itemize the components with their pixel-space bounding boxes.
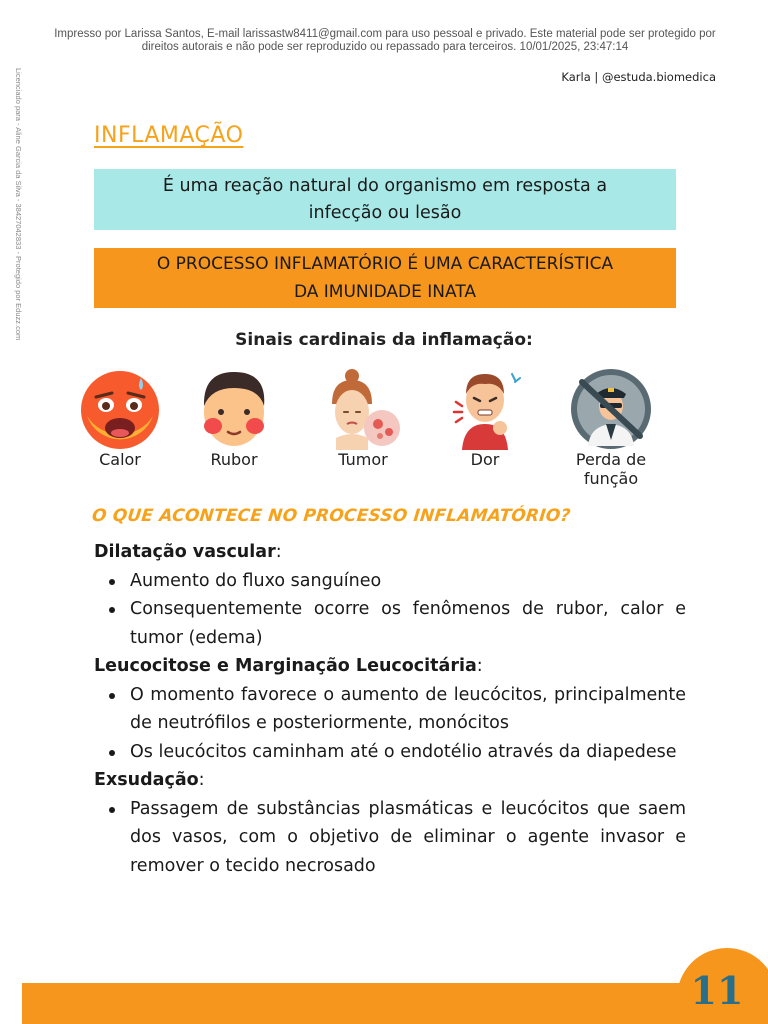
highlight-box [94, 248, 676, 308]
list-item: Consequentemente ocorre os fenômenos de rubor, calor e tumor (edema) [94, 595, 686, 652]
subsection-title: Exsudação [94, 770, 199, 790]
sign-dor [425, 368, 545, 469]
section-exsudacao: Exsudação: Passagem de substâncias plasmáticas e leucócitos que saem dos vasos, com o objetivo de eliminar o agente invasor e remover o tecido necrosado [94, 766, 686, 880]
print-watermark [40, 28, 730, 54]
sign-tumor [303, 368, 423, 469]
sign-label: Tumor [338, 450, 388, 469]
list-item: Os leucócitos caminham até o endotélio através da diapedese [94, 738, 686, 767]
process-content [94, 538, 686, 880]
signs-heading: Sinais cardinais da inflamação: [235, 330, 533, 350]
sign-calor [60, 368, 180, 469]
subsection-title: Leucocitose e Marginação Leucocitária [94, 656, 477, 676]
section-dilatacao: Dilatação vascular: Aumento do fluxo sanguíneo Consequentemente ocorre os fenômenos de rubor, calor e tumor (edema) [94, 538, 686, 652]
hot-face-icon [75, 368, 165, 450]
sign-label: Perda de função [575, 450, 647, 488]
sign-label: Dor [470, 450, 500, 469]
definition-box [94, 169, 676, 230]
sign-rubor [174, 368, 294, 469]
sign-label: Calor [99, 450, 141, 469]
page-title: INFLAMAÇÃO [94, 123, 244, 148]
section-leucocitose: Leucocitose e Marginação Leucocitária: O momento favorece o aumento de leucócitos, principalmente de neutrófilos e posteriormente, monócitos Os leucócitos caminham até o endotélio através da diapedese [94, 652, 686, 766]
sign-perda-de-funcao [550, 368, 672, 488]
swollen-face-icon [318, 368, 408, 450]
list-item: O momento favorece o aumento de leucócitos, principalmente de neutrófilos e posteriormente, monócitos [94, 681, 686, 738]
watermark-line-1: Impresso por Larissa Santos, E-mail larissastw8411@gmail.com para uso pessoal e privado. Este material pode ser protegido por [54, 28, 716, 40]
footer-bar [22, 983, 768, 1024]
highlight-text: O PROCESSO INFLAMATÓRIO É UMA CARACTERÍSTICA DA IMUNIDADE INATA [156, 254, 614, 302]
bullet-list [94, 681, 686, 767]
bullet-list [94, 795, 686, 881]
list-item: Passagem de substâncias plasmáticas e leucócitos que saem dos vasos, com o objetivo de eliminar o agente invasor e remover o tecido necrosado [94, 795, 686, 881]
blushing-face-icon [189, 368, 279, 450]
subsection-title: Dilatação vascular [94, 542, 276, 562]
sign-label: Rubor [210, 450, 258, 469]
list-item: Aumento do fluxo sanguíneo [94, 567, 686, 596]
author-credit: Karla | @estuda.biomedica [561, 70, 716, 84]
section-heading: O QUE ACONTECE NO PROCESSO INFLAMATÓRIO? [90, 506, 572, 526]
definition-text: É uma reação natural do organismo em resposta a infecção ou lesão [162, 175, 608, 223]
no-function-icon [566, 368, 656, 450]
license-watermark: Licenciado para - Aline Garcia da Silva - 38427042833 - Protegido por Eduzz.com [14, 68, 23, 341]
bullet-list [94, 567, 686, 653]
watermark-line-2: direitos autorais e não pode ser reproduzido ou repassado para terceiros. 10/01/2025, 23:47:14 [141, 41, 629, 53]
pain-person-icon [440, 368, 530, 450]
page-number: 11 [690, 968, 744, 1013]
